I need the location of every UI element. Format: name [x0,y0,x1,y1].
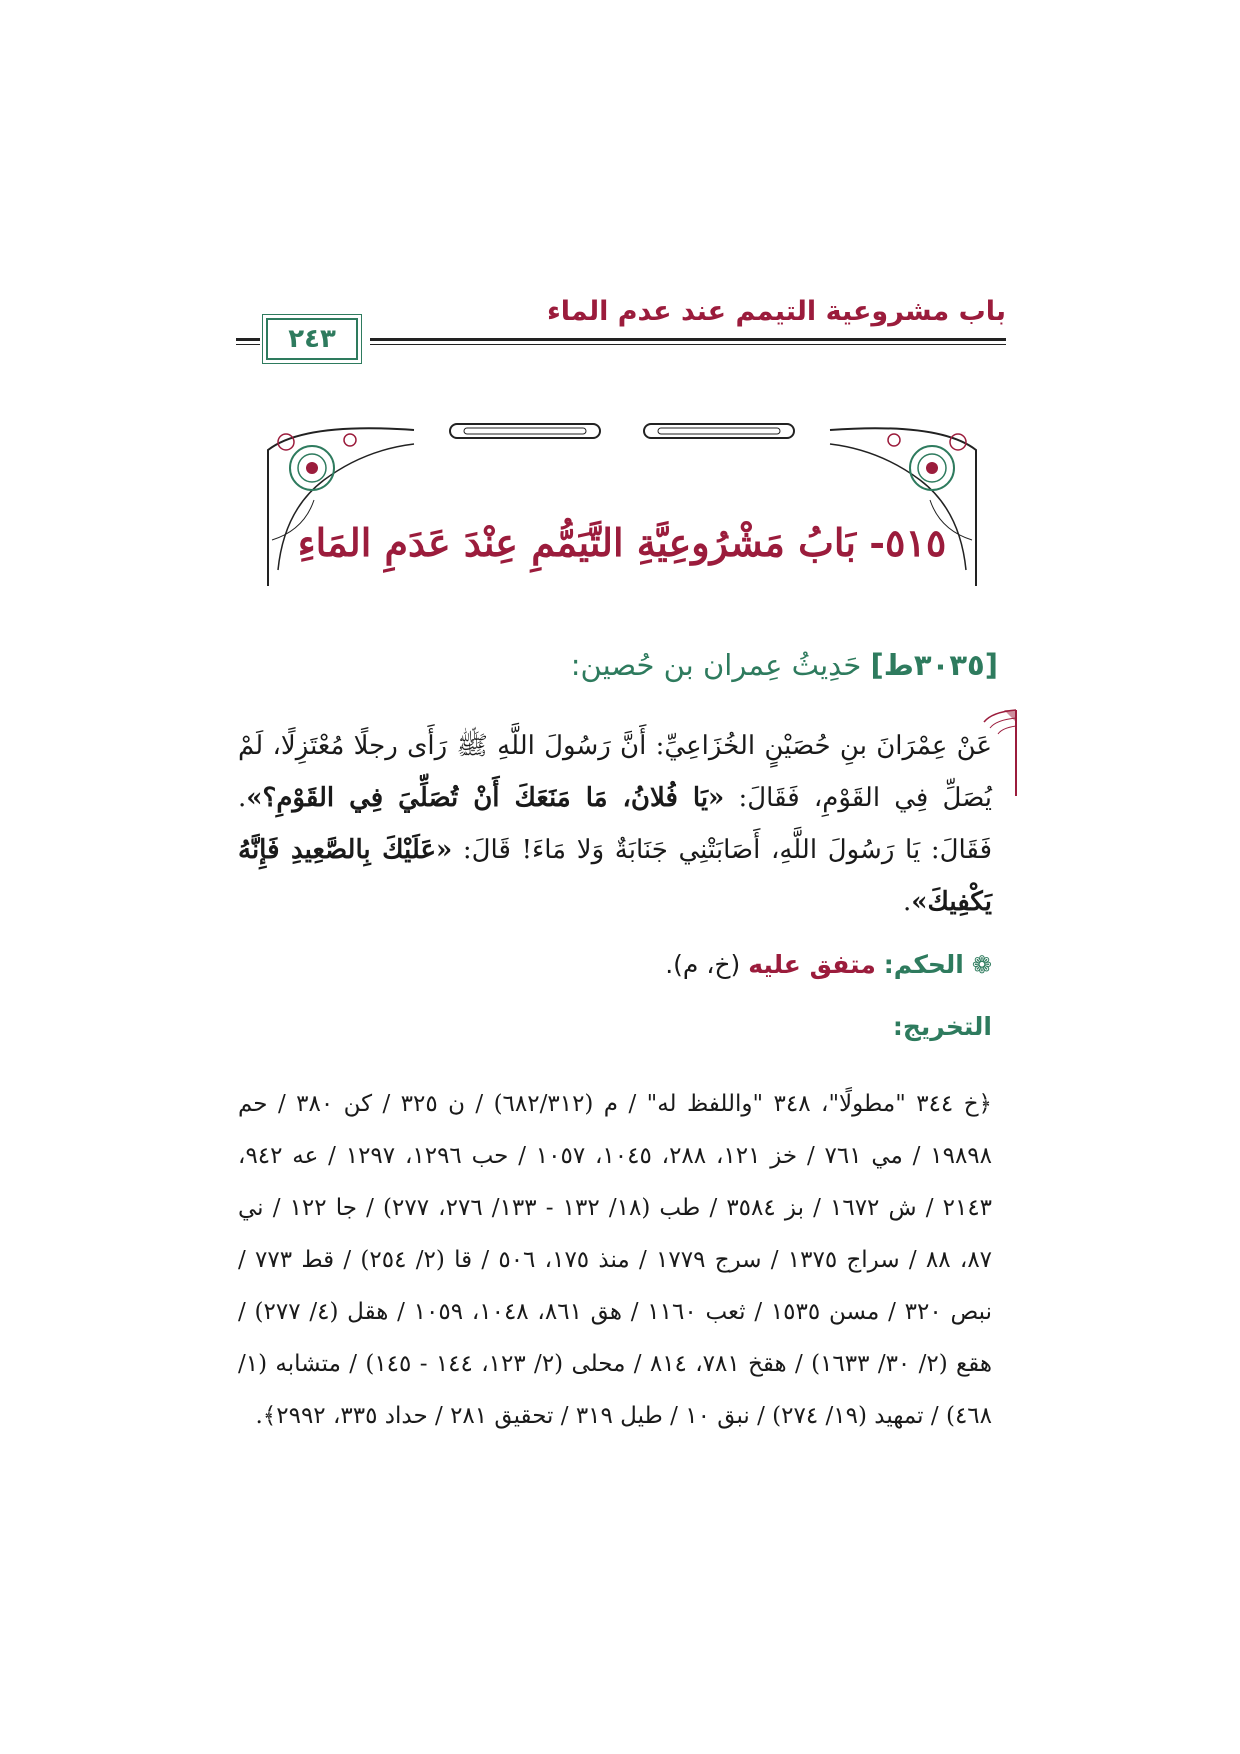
header-rule-left-thin [236,344,260,345]
running-header [236,296,1006,356]
takhrij-text: ﴿خ ٣٤٤ "مطولًا"، ٣٤٨ "واللفظ له" / م (٦٨٢/٣١٢) / ن ٣٢٥ / كن ٣٨٠ / حم ١٩٨٩٨ / مي ٧٦١ / خز ١٢١، ٢٨٨، ١٠٤٥، ١٠٥٧ / حب ١٢٩٦، ١٢٩٧ / عه ٩٤٢، ٢١٤٣ / ش ١٦٧٢ / بز ٣٥٨٤ / طب (١٨/ ١٣٢ - ١٣٣/ ٢٧٦، ٢٧٧) / جا ١٢٢ / ني ٨٧، ٨٨ / سراج ١٣٧٥ / سرج ١٧٧٩ / منذ ١٧٥، ٥٠٦ / قا (٢/ ٢٥٤) / قط ٧٧٣ / نبص ٣٢٠ / مسن ١٥٣٥ / ثعب ١١٦٠ / هق ٨٦١، ١٠٤٨، ١٠٥٩ / هقل (٤/ ٢٧٧) / هقع (٢/ ٣٠/ ١٦٣٣) / هقخ ٧٨١، ٨١٤ / محلى (٢/ ١٢٣، ١٤٤ - ١٤٥) / متشابه (١/ ٤٦٨) / تمهيد (١٩/ ٢٧٤) / نبق ١٠ / طيل ٣١٩ / تحقيق ٢٨١ / حداد ٣٣٥، ٢٩٩٢﴾. [238,1091,993,1429]
header-rule-left [236,338,260,341]
takhrij-heading: التخريج: [892,1012,992,1041]
ruling-value: متفق عليه [748,950,876,979]
header-rule [370,338,1006,341]
hadith-title: حَدِيثُ عِمران بن حُصين: [570,648,862,682]
page-number-frame [266,318,358,360]
matn-segment: عَنْ عِمْرَانَ بنِ حُصَيْنٍ الخُزَاعِيِّ: أَنَّ رَسُولَ اللَّهِ ﷺ رَأَى رجلًا مُعْتَزِلًا، لَمْ يُصَلِّ فِي القَوْمِ، فَقَالَ: [238,731,992,813]
page-number: ٢٤٣ [288,324,336,354]
ruling-label: الحكم: [883,950,964,979]
hadith-heading [571,648,998,682]
ruling-line [665,950,992,979]
header-rule-thin [370,344,1006,345]
chapter-title: ٥١٥- بَابُ مَشْرُوعِيَّةِ التَّيَمُّمِ عِنْدَ عَدَمِ المَاءِ [297,520,947,565]
matn-segment: . [902,887,912,917]
hadith-number: [٣٠٣٥ط] [870,648,998,682]
matn-segment-bold: «عَلَيْكَ بِالصَّعِيدِ فَإِنَّهُ يَكْفِيكَ» [238,835,992,917]
matn-segment: . فَقَالَ: يَا رَسُولَ اللَّهِ، أَصَابَتْنِي جَنَابَةٌ وَلا مَاءَ! قَالَ: [238,783,993,865]
flower-icon: ❁ [971,951,992,979]
hadith-text [238,720,992,928]
matn-segment-bold: «يَا فُلانُ، مَا مَنَعَكَ أَنْ تُصَلِّيَ فِي القَوْمِ؟» [246,783,725,813]
running-title: باب مشروعية التيمم عند عدم الماء [546,296,1006,327]
ruling-source: (خ، م). [665,950,741,979]
chapter-ornament [264,420,980,590]
